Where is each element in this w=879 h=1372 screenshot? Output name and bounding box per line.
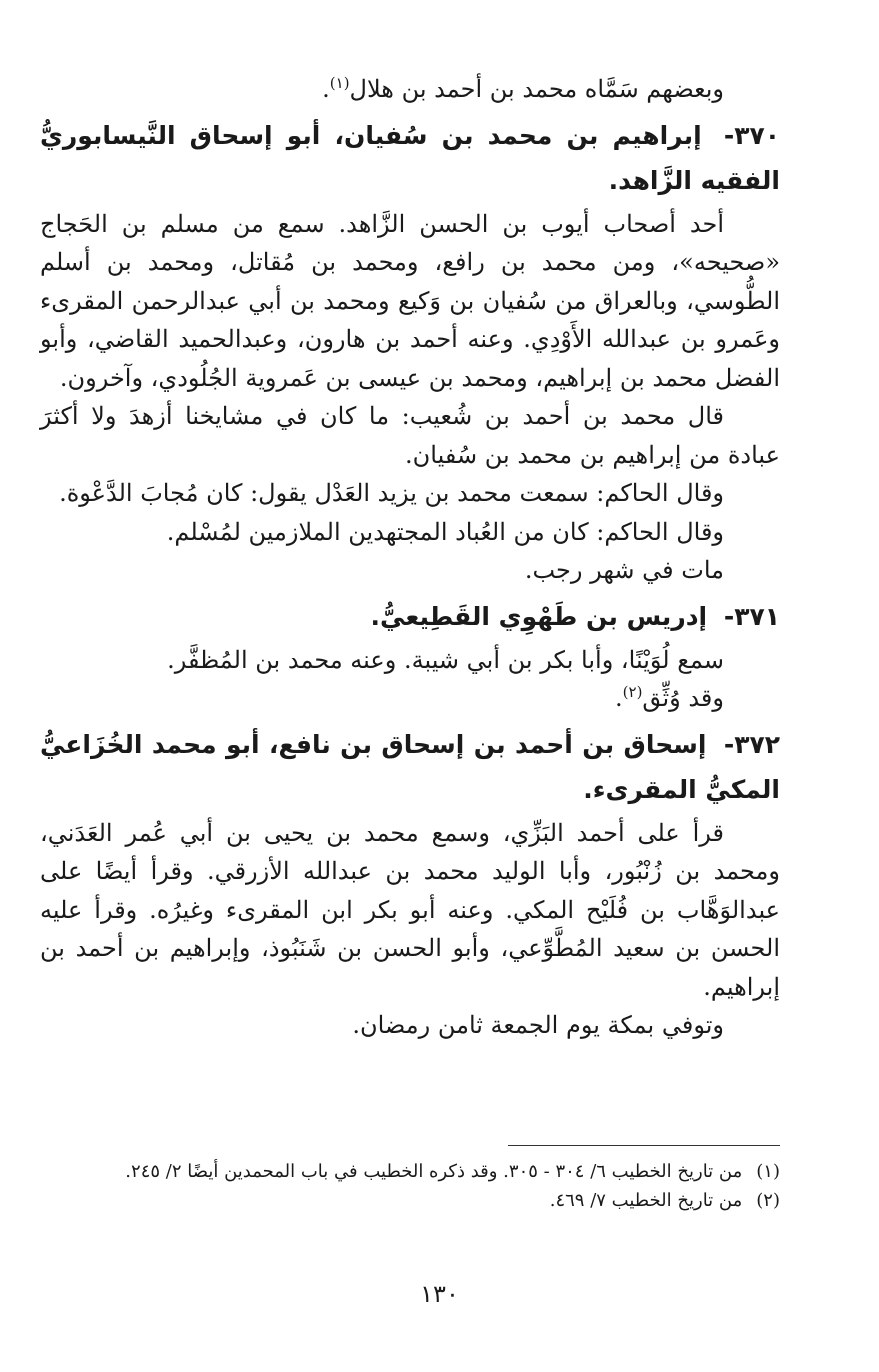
footnote-1-mark: (١): [756, 1161, 780, 1182]
entry-370-paragraph-4: وقال الحاكم: كان من العُباد المجتهدين الملازمين لمُسْلم.: [166, 517, 724, 546]
page-number: ١٣٠: [420, 1280, 459, 1308]
entry-372-paragraph-2: وتوفي بمكة يوم الجمعة ثامن رمضان.: [352, 1011, 724, 1039]
footnote-2-mark: (٢): [756, 1190, 780, 1211]
entry-370-title: إبراهيم بن محمد بن سُفيان، أبو إسحاق النَّيسابوريُّ الفقيه الزَّاهد.: [40, 120, 780, 195]
footnote-2: [40, 1187, 780, 1214]
entry-371-heading: [40, 594, 780, 639]
footnote-1: [40, 1158, 780, 1185]
entry-370-heading: [40, 113, 780, 203]
intro-line: [40, 70, 780, 109]
entry-370-paragraph-2: قال محمد بن أحمد بن شُعيب: ما كان في مشايخنا أزهدَ ولا أكثرَ عبادة من إبراهيم بن محمد بن سُفيان.: [40, 402, 780, 469]
entry-370-paragraph-5: مات في شهر رجب.: [524, 556, 724, 584]
entry-372-title: إسحاق بن أحمد بن إسحاق بن نافع، أبو محمد الخُزَاعيُّ المكيُّ المقرىء.: [40, 729, 780, 804]
footnotes: [40, 1158, 780, 1216]
entry-372-heading: [40, 722, 780, 812]
footnote-divider: [508, 1145, 780, 1146]
intro-end: .: [322, 75, 330, 103]
intro-text: وبعضهم سَمَّاه محمد بن أحمد بن هلال: [349, 75, 724, 103]
entry-372-number: ٣٧٢-: [723, 729, 780, 759]
footnote-1-text: من تاريخ الخطيب ٦/ ٣٠٤ - ٣٠٥. وقد ذكره الخطيب في باب المحمدين أيضًا ٢/ ٢٤٥.: [125, 1161, 743, 1182]
entry-371-title: إدريس بن طَهْوِي القَطِيعيُّ.: [370, 601, 708, 631]
entry-371-paragraph-2-text: وقد وُثِّق: [642, 684, 724, 712]
footnote-2-text: من تاريخ الخطيب ٧/ ٤٦٩.: [549, 1190, 743, 1211]
entry-371-paragraph-2: [40, 679, 780, 718]
entry-371-paragraph-1: سمع لُوَيْنًا، وأبا بكر بن أبي شيبة. وعنه محمد بن المُظفَّر.: [167, 645, 724, 674]
entry-371-number: ٣٧١-: [723, 601, 780, 631]
entry-372-paragraph-1: قرأ على أحمد البَزِّي، وسمع محمد بن يحيى بن أبي عُمر العَدَني، ومحمد بن زُنْبُور، وأبا الوليد محمد بن عبدالله الأزرقي. وقرأ أيضًا على عبدالوَهَّاب بن فُلَيْح المكي. وعنه أبو بكر ابن المقرىء وغيرُه. وقرأ عليه الحسن بن سعيد المُطَّوِّعي، وأبو الحسن بن شَنَبُوذ، وإبراهيم بن أحمد بن إبراهيم.: [40, 818, 780, 1001]
entry-371-paragraph-2-end: .: [615, 684, 623, 712]
page-body: [40, 70, 780, 1045]
entry-370-number: ٣٧٠-: [723, 120, 780, 150]
entry-370-paragraph-1: أحد أصحاب أيوب بن الحسن الزَّاهد. سمع من مسلم بن الحَجاج «صحيحه»، ومن محمد بن رافع، ومحمد بن مُقاتل، ومحمد بن أسلم الطُّوسي، وبالعراق من سُفيان بن وَكيع ومحمد بن أبي عبدالرحمن المقرىء وعَمرو بن عبدالله الأَوْدِي. وعنه أحمد بن هارون، وعبدالحميد القاضي، وأبو الفضل محمد بن إبراهيم، ومحمد بن عيسى بن عَمروية الجُلُودي، وآخرون.: [40, 209, 780, 392]
footnote-ref-1: (١): [329, 74, 350, 92]
entry-370-paragraph-3: وقال الحاكم: سمعت محمد بن يزيد العَدْل يقول: كان مُجابَ الدَّعْوة.: [59, 479, 724, 507]
footnote-ref-2: (٢): [622, 683, 643, 701]
